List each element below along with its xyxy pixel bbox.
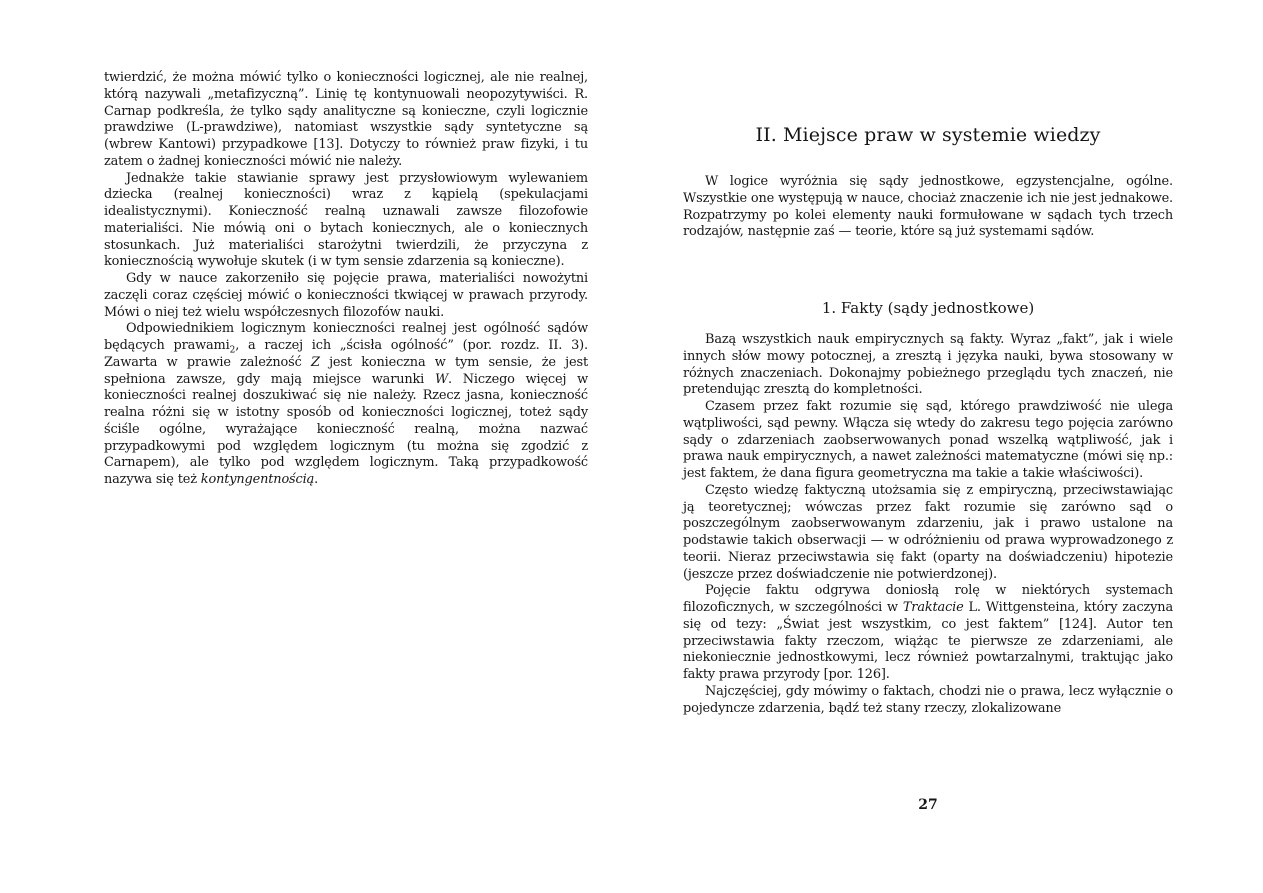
- page-number: 27: [918, 797, 938, 813]
- right-page: [631, 0, 1263, 893]
- book-title: Traktacie: [902, 600, 964, 615]
- paragraph: W logice wyróżnia się sądy jednostkowe, egzystencjalne, ogólne. Wszystkie one występują w nauce, chociaż znaczenie ich nie jest jednakowe. Rozpatrzymy po kolei elementy nauki formułowane w sądach tych trzech rodzajów, następnie zaś — teorie, które są już systemami sądów.: [683, 174, 1173, 240]
- variable-z: Z: [310, 354, 320, 370]
- paragraph: Gdy w nauce zakorzeniło się pojęcie prawa, materialiści nowożytni zaczęli coraz częściej mówić o konieczności tkwiącej w prawach przyrody. Mówi o niej też wielu współczesnych filozofów nauki.: [104, 271, 588, 320]
- text-run: Odpowiednikiem logicznym konieczności realnej jest ogólność sądów będących prawami: [104, 321, 588, 353]
- section-body: [683, 332, 1173, 717]
- paragraph: Jednakże takie stawianie sprawy jest przysłowiowym wylewaniem dziecka (realnej konieczności) wraz z kąpielą (spekulacjami idealistycznymi). Konieczność realną uznawali zawsze filozofowie materialiści. Nie mówią oni o bytach koniecznych, ale o koniecznych stosunkach. Już materialiści starożytni twierdzili, że przyczyna z koniecznością wywołuje skutek (i w tym sensie zdarzenia są konieczne).: [104, 170, 588, 270]
- variable-w: W: [434, 371, 449, 387]
- chapter-intro: [683, 174, 1173, 241]
- text-run: Pojęcie faktu odgrywa doniosłą rolę w niektórych systemach filozoficznych, w szczególności w: [683, 583, 1173, 615]
- left-page: [0, 0, 631, 893]
- text-run: . Niczego więcej w konieczności realnej doszukiwać się nie należy. Rzecz jasna, konieczność realna różni się w istotny sposób od konieczności logicznej, toteż sądy ściśle ogólne, wyrażające konieczność realną, można nazwać przypadkowymi pod względem logicznym (tu można się zgodzić z Carnapem), ale tylko pod względem logicznym. Taką przypadkowość nazywa się też: [104, 371, 588, 487]
- emphasized-term: kontyngentnością: [200, 472, 315, 487]
- paragraph: [683, 583, 1173, 684]
- text-run: , a raczej ich „ścisła ogólność” (por. rozdz. II. 3). Zawarta w prawie zależność: [104, 338, 588, 370]
- paragraph: [104, 321, 588, 489]
- paragraph: Najczęściej, gdy mówimy o faktach, chodzi nie o prawa, lecz wyłącznie o pojedyncze zdarzenia, bądź też stany rzeczy, zlokalizowane: [683, 683, 1173, 716]
- section-title: 1. Fakty (sądy jednostkowe): [821, 299, 1035, 317]
- left-page-text: [104, 70, 588, 489]
- subscript: 2: [229, 345, 236, 356]
- paragraph: Czasem przez fakt rozumie się sąd, którego prawdziwość nie ulega wątpliwości, sąd pewny. Włącza się wtedy do zakresu tego pojęcia zarówno sądy o zdarzeniach zaobserwowanych ponad wszelką wątpliwość, jak i prawa nauk empirycznych, a nawet zależności matematyczne (mówi się np.: jest faktem, że dana figura geometryczna ma takie a takie właściwości).: [683, 399, 1173, 481]
- paragraph: Często wiedzę faktyczną utożsamia się z empiryczną, przeciwstawiając ją teoretycznej; wówczas przez fakt rozumie się zarówno sąd o poszczególnym zaobserwowanym zdarzeniu, jak i prawo ustalone na podstawie takich obserwacji — w odróżnieniu od prawa wyprowadzonego z teorii. Nieraz przeciwstawia się fakt (oparty na doświadczeniu) hipotezie (jeszcze przez doświadczenie nie potwierdzonej).: [683, 482, 1173, 582]
- text-run: L. Wittgensteina, który zaczyna się od tezy: „Świat jest wszystkim, co jest faktem” [124]. Autor ten przeciwstawia fakty rzeczom, wiążąc te pierwsze ze zdarzeniami, ale niekoniecznie jednostkowymi, lecz również powtarzalnymi, traktując jako fakty prawa przyrody [por. 126].: [683, 600, 1173, 682]
- paragraph: Bazą wszystkich nauk empirycznych są fakty. Wyraz „fakt”, jak i wiele innych słów mowy potocznej, a zresztą i języka nauki, bywa stosowany w różnych znaczeniach. Dokonajmy pobieżnego przeglądu tych znaczeń, nie pretendując zresztą do kompletności.: [683, 332, 1173, 398]
- text-run: .: [314, 472, 319, 487]
- text-run: jest konieczna w tym sensie, że jest spełniona zawsze, gdy mają miejsce warunki: [104, 354, 588, 387]
- chapter-title: II. Miejsce praw w systemie wiedzy: [755, 124, 1101, 146]
- paragraph: twierdzić, że można mówić tylko o konieczności logicznej, ale nie realnej, którą nazywali „metafizyczną”. Linię tę kontynuowali neopozytywiści. R. Carnap podkreśla, że tylko sądy analityczne są konieczne, czyli logicznie prawdziwe (L-prawdziwe), natomiast wszystkie sądy syntetyczne są (wbrew Kantowi) przypadkowe [13]. Dotyczy to również praw fizyki, i tu zatem o żadnej konieczności mówić nie należy.: [104, 70, 588, 169]
